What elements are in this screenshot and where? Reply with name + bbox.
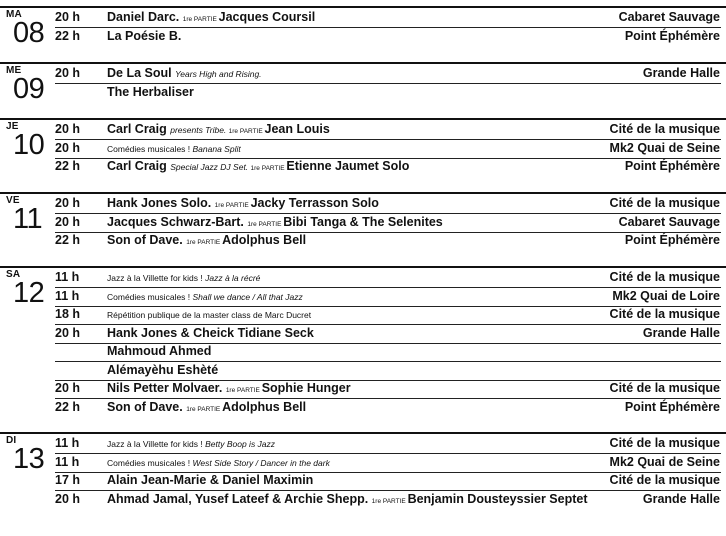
first-part-label: 1re PARTIE <box>182 16 219 23</box>
event-row <box>55 84 720 102</box>
event-venue: Mk2 Quai de Loire <box>612 288 720 303</box>
event-venue: Cabaret Sauvage <box>618 10 720 24</box>
event-title <box>107 400 306 414</box>
day-abbr: VE <box>6 195 20 206</box>
day-label <box>0 435 54 495</box>
event-title <box>107 159 409 173</box>
event-venue: Point Éphémère <box>624 28 720 43</box>
event-venue: Grande Halle <box>642 325 720 340</box>
event-time: 11 h <box>55 270 80 284</box>
event-row <box>55 195 720 213</box>
event-text: Comédies musicales ! <box>107 291 193 302</box>
day-divider <box>0 6 726 8</box>
event-text: Years High and Rising. <box>175 69 262 79</box>
event-text: Special Jazz DJ Set. <box>170 162 251 172</box>
event-row <box>55 140 720 158</box>
event-venue: Cité de la musique <box>609 196 720 210</box>
event-venue: Grande Halle <box>642 491 720 506</box>
first-part-label: 1re PARTIE <box>228 128 265 135</box>
event-title <box>107 215 443 229</box>
event-text: Hank Jones Solo. <box>107 196 215 210</box>
event-title <box>107 144 241 154</box>
event-venue: Mk2 Quai de Seine <box>609 454 720 469</box>
event-text: Adolphus Bell <box>222 233 307 247</box>
event-title <box>107 85 194 99</box>
event-time: 22 h <box>55 233 81 247</box>
event-venue: Cité de la musique <box>609 270 720 284</box>
event-text: Jacky Terrasson Solo <box>250 196 379 210</box>
event-row <box>55 65 720 83</box>
event-time: 20 h <box>55 66 81 80</box>
event-venue: Cité de la musique <box>609 307 720 321</box>
event-text: Etienne Jaumet Solo <box>286 159 410 173</box>
event-row <box>55 269 720 287</box>
day-number: 11 <box>13 203 43 235</box>
event-title <box>107 310 311 320</box>
event-text: Jacques Coursil <box>218 10 316 24</box>
event-title <box>107 66 262 80</box>
day-abbr: ME <box>6 65 22 76</box>
event-row <box>55 343 720 361</box>
event-text: Carl Craig <box>107 122 171 136</box>
day-abbr: SA <box>6 269 21 280</box>
event-row <box>55 325 720 343</box>
event-venue: Mk2 Quai de Seine <box>609 140 720 155</box>
event-time: 20 h <box>55 214 81 229</box>
event-text: Alain Jean-Marie & Daniel Maximin <box>107 473 314 487</box>
event-text: Mahmoud Ahmed <box>107 344 212 358</box>
day-abbr: DI <box>6 435 17 446</box>
event-title <box>107 381 351 395</box>
event-text: Jazz à la Villette for kids ! <box>107 439 206 449</box>
event-venue: Point Éphémère <box>624 233 720 247</box>
event-venue: Point Éphémère <box>624 399 720 414</box>
event-row <box>55 362 720 380</box>
day-number: 10 <box>13 129 45 161</box>
event-text: Daniel Darc. <box>107 10 183 24</box>
first-part-label: 1re PARTIE <box>186 405 223 413</box>
event-text: The Herbaliser <box>107 84 194 99</box>
event-text: Son of Dave. <box>107 233 187 247</box>
event-title <box>107 10 315 24</box>
event-title <box>107 273 260 283</box>
event-text: Répétition publique de la master class de Marc Ducret <box>107 310 312 320</box>
event-time: 20 h <box>55 122 81 136</box>
event-row <box>55 214 720 232</box>
event-text: presents Tribe. <box>170 125 229 135</box>
day-label <box>0 65 54 125</box>
day-divider <box>0 62 726 64</box>
event-text: Comédies musicales ! <box>107 143 193 154</box>
event-title <box>107 122 330 136</box>
event-row <box>55 288 720 306</box>
day-number: 09 <box>13 73 45 105</box>
event-title <box>107 29 181 43</box>
event-time: 20 h <box>55 491 81 506</box>
event-title <box>107 292 303 302</box>
event-text: Carl Craig <box>107 159 171 173</box>
event-venue: Cité de la musique <box>609 122 720 136</box>
event-time: 22 h <box>55 28 81 43</box>
event-row <box>55 472 720 490</box>
event-time: 22 h <box>55 159 81 173</box>
event-time: 20 h <box>55 196 81 210</box>
day-divider <box>0 118 726 120</box>
event-time: 11 h <box>55 454 80 469</box>
event-row <box>55 454 720 472</box>
event-text: Banana Split <box>192 143 241 154</box>
event-text: Nils Petter Molvaer. <box>107 381 226 395</box>
event-text: Shall we dance / All that Jazz <box>192 291 303 302</box>
event-row <box>55 491 720 509</box>
first-part-label: 1re PARTIE <box>250 165 287 172</box>
event-title <box>107 344 211 358</box>
event-text: Jazz à la Villette for kids ! <box>107 273 206 283</box>
event-venue: Cité de la musique <box>609 381 720 395</box>
event-text: Betty Boop is Jazz <box>205 439 276 449</box>
event-title <box>107 473 313 487</box>
event-venue: Cité de la musique <box>609 473 720 487</box>
first-part-label: 1re PARTIE <box>186 239 223 246</box>
day-label <box>0 269 54 329</box>
event-row <box>55 28 720 46</box>
day-abbr: JE <box>6 121 19 132</box>
event-row <box>55 121 720 139</box>
day-label <box>0 121 54 181</box>
event-time: 20 h <box>55 381 81 395</box>
event-row <box>55 399 720 417</box>
first-part-label: 1re PARTIE <box>371 497 408 505</box>
event-title <box>107 326 314 340</box>
event-time: 20 h <box>55 140 81 155</box>
event-time: 17 h <box>55 473 81 487</box>
event-time: 22 h <box>55 399 81 414</box>
event-row <box>55 306 720 324</box>
event-title <box>107 492 587 506</box>
event-time: 11 h <box>55 436 80 450</box>
event-title <box>107 196 379 210</box>
event-row <box>55 9 720 27</box>
event-venue: Point Éphémère <box>624 159 720 173</box>
event-text: La Poésie B. <box>107 28 182 43</box>
first-part-label: 1re PARTIE <box>225 387 262 394</box>
day-label <box>0 195 54 255</box>
event-venue: Grande Halle <box>642 66 720 80</box>
event-text: Son of Dave. <box>107 399 187 414</box>
day-divider <box>0 192 726 194</box>
event-text: Sophie Hunger <box>261 381 351 395</box>
event-text: Bibi Tanga & The Selenites <box>283 214 443 229</box>
event-text: Alémayèhu Eshèté <box>107 362 219 377</box>
event-text: West Side Story / Dancer in the dark <box>192 457 330 468</box>
day-number: 08 <box>13 17 45 49</box>
event-row <box>55 435 720 453</box>
event-text: De La Soul <box>107 66 176 80</box>
event-venue: Cité de la musique <box>609 436 720 450</box>
day-number: 13 <box>13 443 45 475</box>
event-time: 20 h <box>55 10 81 24</box>
event-title <box>107 363 218 377</box>
event-time: 18 h <box>55 307 81 321</box>
event-row <box>55 158 720 176</box>
event-text: Benjamin Dousteyssier Septet <box>407 491 588 506</box>
event-title <box>107 439 275 449</box>
day-number: 12 <box>13 277 45 309</box>
event-venue: Cabaret Sauvage <box>618 214 720 229</box>
event-text: Adolphus Bell <box>222 399 307 414</box>
day-divider <box>0 266 726 268</box>
event-title <box>107 458 330 468</box>
event-text: Ahmad Jamal, Yusef Lateef & Archie Shepp. <box>107 491 372 506</box>
event-title <box>107 233 306 247</box>
first-part-label: 1re PARTIE <box>247 220 284 228</box>
event-time: 20 h <box>55 325 81 340</box>
event-row <box>55 232 720 250</box>
event-text: Jazz à la récré <box>205 273 261 283</box>
event-text: Jean Louis <box>264 122 330 136</box>
event-text: Comédies musicales ! <box>107 457 193 468</box>
day-label <box>0 9 54 69</box>
event-text: Jacques Schwarz-Bart. <box>107 214 248 229</box>
event-text: Hank Jones & Cheick Tidiane Seck <box>107 325 314 340</box>
day-divider <box>0 432 726 434</box>
event-row <box>55 380 720 398</box>
event-time: 11 h <box>55 288 80 303</box>
day-abbr: MA <box>6 9 22 20</box>
first-part-label: 1re PARTIE <box>214 202 251 209</box>
